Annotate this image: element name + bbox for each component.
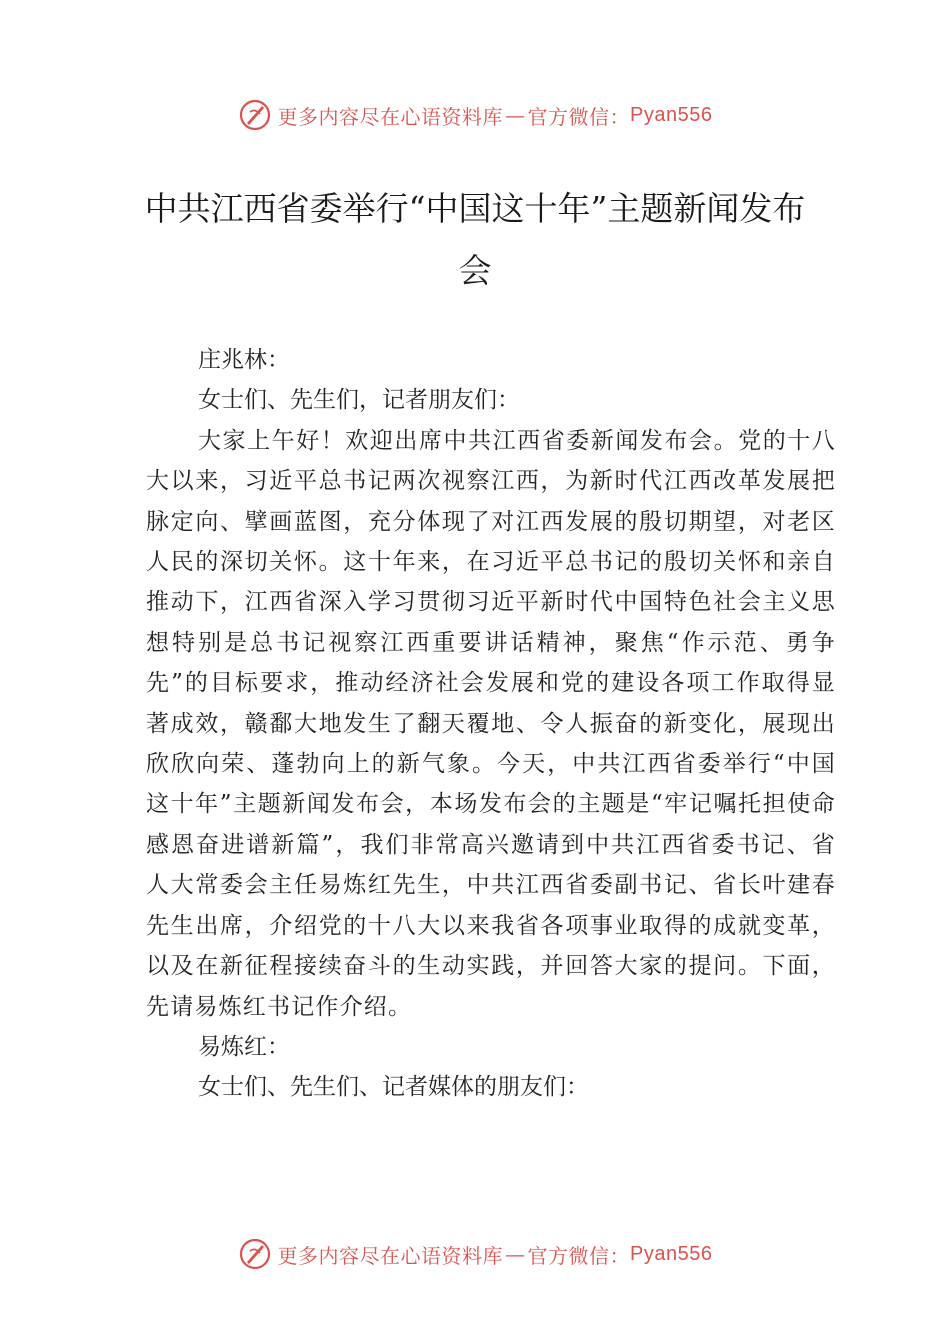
document-title: 中共江西省委举行“中国这十年”主题新闻发布会 (144, 189, 806, 290)
quill-seal-icon (238, 1237, 272, 1271)
body-paragraph: 大家上午好！欢迎出席中共江西省委新闻发布会。党的十八大以来，习近平总书记两次视察江西，为新时代江西改革发展把脉定向、擘画蓝图，充分体现了对江西发展的殷切期望，对老区人民的深切关怀。这十年来，在习近平总书记的殷切关怀和亲自推动下，江西省深入学习贯彻习近平新时代中国特色社会主义思想特别是总书记视察江西重要讲话精神，聚焦“作示范、勇争先”的目标要求，推动经济社会发展和党的建设各项工作取得显著成效，赣鄱大地发生了翻天覆地、令人振奋的新变化，展现出欣欣向荣、蓬勃向上的新气象。今天，中共江西省委举行“中国这十年”主题新闻发布会，本场发布会的主题是“牢记嘱托担使命 感恩奋进谱新篇”，我们非常高兴邀请到中共江西省委书记、省人大常委会主任易炼红先生，中共江西省委副书记、省长叶建春先生出席，介绍党的十八大以来我省各项事业取得的成就变革，以及在新征程接续奋斗的生动实践，并回答大家的提问。下面，先请易炼红书记作介绍。 (146, 427, 836, 1020)
banner-wechat-id: Pyan556 (630, 103, 713, 126)
banner-dash: — (505, 103, 526, 127)
speaker-label: 易炼红： (198, 1033, 290, 1060)
document-body (146, 340, 836, 1108)
banner-wechat-id: Pyan556 (630, 1242, 713, 1265)
header-banner (0, 93, 950, 137)
footer-banner (0, 1232, 950, 1276)
banner-wechat-label: 官方微信： (527, 1243, 631, 1268)
banner-brand: 更多内容尽在心语资料库 (277, 104, 504, 129)
quill-seal-icon (238, 98, 272, 132)
banner-brand: 更多内容尽在心语资料库 (277, 1243, 504, 1268)
greeting-line: 女士们、先生们，记者朋友们： (198, 387, 520, 414)
banner-dash: — (505, 1242, 526, 1266)
banner-wechat-label: 官方微信： (527, 104, 631, 129)
speaker-label: 庄兆林： (198, 347, 290, 373)
greeting-line: 女士们、先生们、记者媒体的朋友们： (198, 1074, 589, 1101)
